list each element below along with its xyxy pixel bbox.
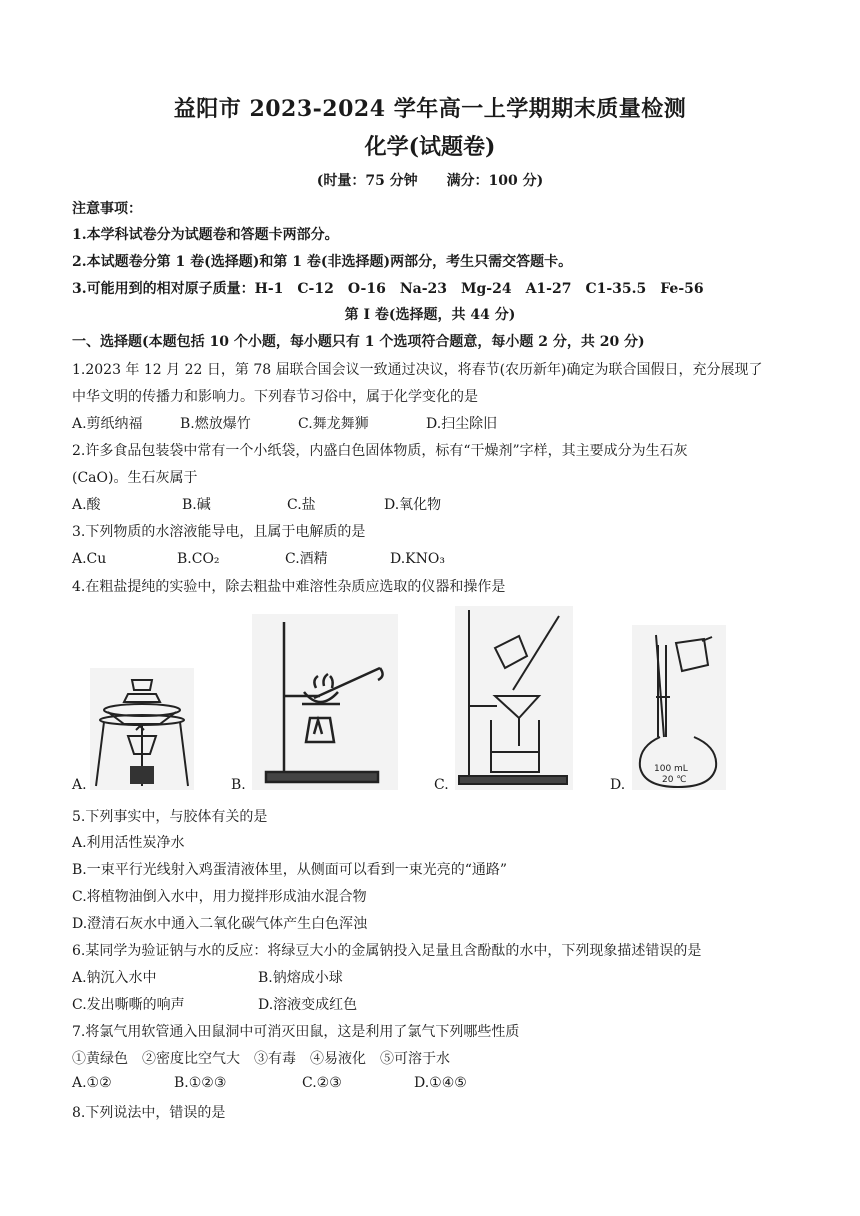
q6-options-row1	[72, 967, 772, 987]
q1-option-b: B.燃放爆竹	[180, 416, 251, 432]
part1-heading: 第 I 卷(选择题，共 44 分)	[344, 307, 516, 323]
filtration-apparatus-icon	[455, 606, 573, 790]
q2-stem-line1: 2.许多食品包装袋中常有一个小纸袋，内盛白色固体物质，标有“干燥剂”字样，其主要成分为生石灰	[72, 443, 688, 459]
q3-option-c: C.酒精	[285, 551, 328, 567]
q3-option-a: A.Cu	[72, 551, 107, 567]
section-heading: 一、选择题(本题包括 10 个小题，每小题只有 1 个选项符合题意，每小题 2 分，共 20 分)	[72, 334, 645, 350]
q2-stem-line2: (CaO)。生石灰属于	[72, 470, 198, 486]
exam-full-score: 满分：100 分)	[446, 173, 544, 189]
heating-apparatus-icon	[252, 614, 398, 790]
figure-c-label: C.	[434, 777, 449, 793]
q5-option-c: C.将植物油倒入水中，用力搅拌形成油水混合物	[72, 889, 367, 905]
q6-options-row2	[72, 994, 772, 1014]
notice-heading: 注意事项：	[72, 201, 142, 217]
figure-a-evaporation	[90, 668, 194, 790]
q7-option-b: B.①②③	[174, 1075, 227, 1091]
q1-option-c: C.舞龙舞狮	[298, 416, 369, 432]
q8-stem: 8.下列说法中，错误的是	[72, 1105, 226, 1121]
exam-subtitle: 化学(试题卷)	[364, 134, 496, 160]
flask-temperature-label: 20 ℃	[662, 775, 687, 785]
q6-option-a: A.钠沉入水中	[72, 970, 157, 986]
q1-stem-line2: 中华文明的传播力和影响力。下列春节习俗中，属于化学变化的是	[72, 389, 478, 405]
notice-item-3: 3.可能用到的相对原子质量：H-1 C-12 O-16 Na-23 Mg-24 A1-27 C1-35.5 Fe-56	[72, 281, 704, 297]
q4-stem: 4.在粗盐提纯的实验中，除去粗盐中难溶性杂质应选取的仪器和操作是	[72, 579, 506, 595]
exam-time: (时量：75 分钟	[316, 173, 418, 189]
q1-option-a: A.剪纸纳福	[72, 416, 143, 432]
q5-option-a: A.利用活性炭净水	[72, 835, 185, 851]
q2-option-b: B.碱	[182, 497, 211, 513]
notice-item-1: 1.本学科试卷分为试题卷和答题卡两部分。	[72, 227, 339, 243]
q5-stem: 5.下列事实中，与胶体有关的是	[72, 809, 268, 825]
q3-option-b: B.CO₂	[177, 551, 220, 567]
figure-a-label: A.	[72, 777, 87, 793]
figure-d-label: D.	[610, 777, 626, 793]
volumetric-flask-icon	[632, 625, 726, 790]
q5-option-b: B.一束平行光线射入鸡蛋清液体里，从侧面可以看到一束光亮的“通路”	[72, 862, 508, 878]
flask-volume-label: 100 mL	[654, 764, 688, 774]
q5-option-d: D.澄清石灰水中通入二氧化碳气体产生白色浑浊	[72, 916, 368, 932]
figure-d-volumetric-flask	[632, 625, 726, 790]
q3-options	[72, 548, 832, 568]
q6-option-b: B.钠熔成小球	[258, 970, 343, 986]
q2-option-a: A.酸	[72, 497, 101, 513]
q7-properties: ①黄绿色 ②密度比空气大 ③有毒 ④易液化 ⑤可溶于水	[72, 1051, 450, 1067]
q2-option-c: C.盐	[287, 497, 316, 513]
q1-stem-line1: 1.2023 年 12 月 22 日，第 78 届联合国会议一致通过决议，将春节(农历新年)确定为联合国假日，充分展现了	[72, 362, 763, 378]
q7-option-c: C.②③	[302, 1075, 342, 1091]
q2-option-d: D.氧化物	[384, 497, 442, 513]
evaporation-apparatus-icon	[90, 668, 194, 790]
figure-b-label: B.	[231, 777, 246, 793]
q3-stem: 3.下列物质的水溶液能导电，且属于电解质的是	[72, 524, 366, 540]
q3-option-d: D.KNO₃	[390, 551, 445, 567]
q7-option-a: A.①②	[72, 1075, 112, 1091]
q1-options	[72, 413, 832, 433]
q6-option-c: C.发出嘶嘶的响声	[72, 997, 185, 1013]
exam-title: 益阳市 2023-2024 学年高一上学期期末质量检测	[173, 96, 687, 122]
q6-option-d: D.溶液变成红色	[258, 997, 358, 1013]
q7-options	[72, 1075, 832, 1091]
figure-c-filtration	[455, 606, 573, 790]
notice-item-2: 2.本试题卷分第 1 卷(选择题)和第 1 卷(非选择题)两部分，考生只需交答题卡。	[72, 254, 573, 270]
exam-time-score	[0, 170, 860, 190]
q7-stem: 7.将氯气用软管通入田鼠洞中可消灭田鼠，这是利用了氯气下列哪些性质	[72, 1024, 520, 1040]
q1-option-d: D.扫尘除旧	[426, 416, 498, 432]
figure-b-heating	[252, 614, 398, 790]
q2-options	[72, 494, 832, 514]
q7-option-d: D.①④⑤	[414, 1075, 467, 1091]
q6-stem: 6.某同学为验证钠与水的反应：将绿豆大小的金属钠投入足量且含酚酞的水中，下列现象描述错误的是	[72, 943, 702, 959]
